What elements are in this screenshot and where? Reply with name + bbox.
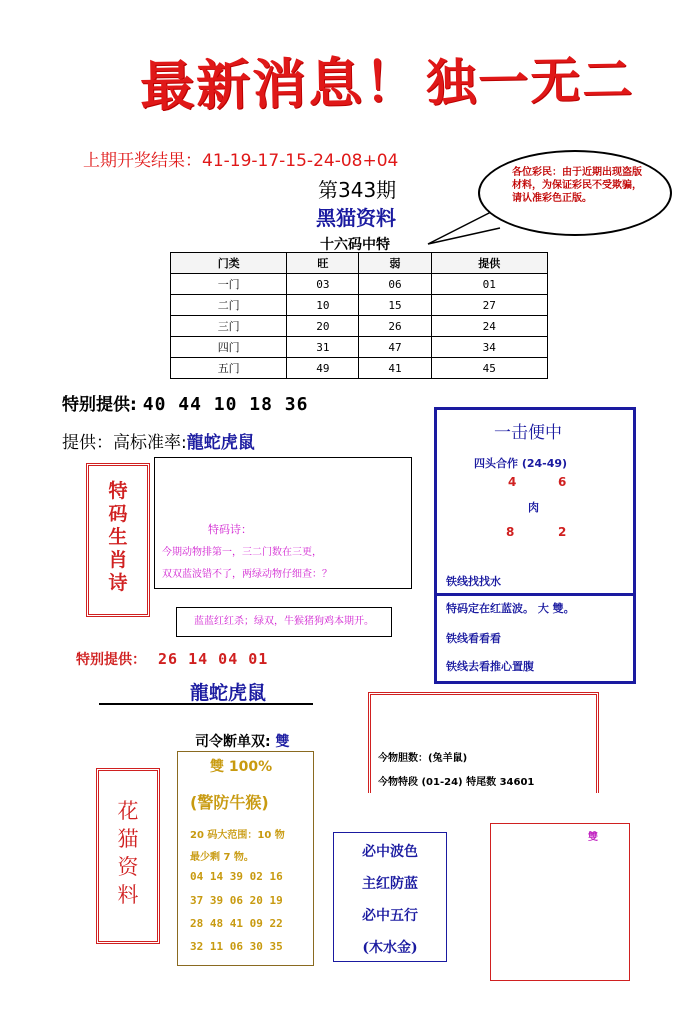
one-hit-line: 铁线看看看	[446, 632, 501, 645]
poem-label-box	[86, 463, 150, 617]
special-provide-numbers: 40 44 10 18 36	[142, 394, 309, 415]
one-hit-number: 6	[558, 475, 567, 489]
number-row: 28 48 41 09 22	[190, 917, 283, 930]
table-cell: 一门	[171, 274, 287, 295]
table-title: 十六码中特	[320, 237, 390, 253]
table-row	[171, 274, 548, 295]
vertical-char: 生	[108, 526, 128, 548]
table-cell: 03	[287, 274, 359, 295]
table-cell: 24	[431, 316, 547, 337]
special-provide	[62, 390, 308, 415]
table-cell: 31	[287, 337, 359, 358]
one-hit-line: 铁线去看推心置腹	[446, 660, 534, 673]
color-element-line: 必中五行	[362, 908, 418, 924]
color-note: 蓝蓝红红杀；绿双，牛猴猪狗鸡本期开。	[176, 607, 392, 637]
odd-even-label: 司令断单双:	[195, 734, 271, 750]
last-result-label: 上期开奖结果：	[83, 151, 202, 171]
table-cell: 45	[431, 358, 547, 379]
number-row: 37 39 06 20 19	[190, 894, 283, 907]
vertical-char: 码	[108, 503, 128, 525]
color-element-line: (木水金)	[362, 940, 418, 956]
prediction-line: 最少剩 7 物。	[190, 852, 254, 863]
table-cell: 三门	[171, 316, 287, 337]
vertical-char: 猫	[117, 827, 139, 851]
odd-even-call	[195, 731, 289, 751]
table-header: 旺	[287, 253, 359, 274]
vertical-char: 资	[117, 855, 139, 879]
vertical-char: 花	[117, 799, 139, 823]
table-cell: 06	[359, 274, 431, 295]
special-provide-2-numbers: 26 14 04 01	[158, 650, 269, 668]
table-row	[171, 337, 548, 358]
page-title	[139, 36, 634, 122]
table-row	[171, 316, 548, 337]
table-cell: 26	[359, 316, 431, 337]
sixteen-code-table	[170, 252, 548, 379]
one-hit-line: 铁线找找水	[446, 575, 501, 588]
table-row	[171, 295, 548, 316]
title-part-2: 独一无二	[425, 49, 635, 113]
odd-even-value: 雙	[275, 734, 290, 750]
one-hit-line: 特码定在红蓝波。 大 雙。	[446, 602, 575, 615]
table-cell: 47	[359, 337, 431, 358]
color-element-box	[333, 832, 447, 962]
zodiac-range-line: 今物特段 (01-24) 特尾数 34601	[378, 777, 535, 788]
table-cell: 20	[287, 316, 359, 337]
table-header: 弱	[359, 253, 431, 274]
table-cell: 四门	[171, 337, 287, 358]
prediction-line: (警防牛猴)	[190, 793, 269, 812]
prediction-line: 20 码大范围：10 物	[190, 830, 285, 841]
table-cell: 41	[359, 358, 431, 379]
accuracy-line	[62, 428, 255, 453]
table-cell: 27	[431, 295, 547, 316]
special-provide-label: 特别提供:	[62, 395, 137, 415]
poem-line: 双双蓝波错不了，两绿动物仔细查：？	[162, 569, 332, 580]
number-row: 04 14 39 02 16	[190, 870, 283, 883]
zodiac-range-line: 今物胆数：(兔羊鼠)	[378, 753, 468, 764]
huamao-label-box	[96, 768, 160, 944]
vertical-char: 肖	[108, 549, 128, 571]
table-header-row	[171, 253, 548, 274]
color-element-line: 必中波色	[362, 844, 418, 860]
one-hit-number: 4	[508, 475, 517, 489]
vertical-char: 料	[117, 883, 139, 907]
table-cell: 01	[431, 274, 547, 295]
vertical-char: 诗	[108, 572, 128, 594]
poem-line: 今期动物排第一，三二门数在三更，	[162, 547, 322, 558]
one-hit-title: 一击便中	[494, 423, 562, 443]
color-element-line: 主红防蓝	[362, 876, 418, 892]
accuracy-zodiac: 龍蛇虎鼠	[186, 433, 255, 453]
table-cell: 五门	[171, 358, 287, 379]
one-hit-number: 2	[558, 525, 567, 539]
table-cell: 10	[287, 295, 359, 316]
one-hit-mid: 肉	[528, 501, 539, 514]
poem-vertical-label	[89, 480, 147, 595]
issue-number: 第343期	[318, 178, 397, 202]
poem-title: 特码诗：	[208, 523, 252, 536]
table-cell: 二门	[171, 295, 287, 316]
divider-line	[99, 703, 313, 705]
one-hit-number: 8	[506, 525, 515, 539]
empty-red-box	[490, 823, 630, 981]
last-result	[83, 146, 398, 171]
prediction-line: 雙 100%	[210, 759, 273, 775]
table-cell: 49	[287, 358, 359, 379]
one-hit-divider	[437, 593, 633, 596]
table-row	[171, 358, 548, 379]
vertical-char: 特	[108, 480, 128, 502]
corner-marker: 雙	[588, 832, 598, 843]
last-result-value: 41-19-17-15-24-08+04	[202, 151, 399, 171]
zodiac-line: 龍蛇虎鼠	[190, 682, 267, 704]
table-header: 提供	[431, 253, 547, 274]
table-cell: 34	[431, 337, 547, 358]
huamao-vertical-label	[99, 797, 157, 909]
number-row: 32 11 06 30 35	[190, 940, 283, 953]
bubble-text: 各位彩民：由于近期出现盗版材料，为保证彩民不受欺骗，请认准彩色正版。	[512, 167, 642, 204]
special-provide-2	[76, 649, 268, 669]
one-hit-combo: 四头合作 (24-49)	[474, 457, 568, 470]
special-provide-2-label: 特别提供：	[76, 652, 146, 668]
accuracy-label: 提供：高标准率:	[62, 433, 187, 453]
title-part-1: 最新消息！	[139, 49, 421, 119]
table-cell: 15	[359, 295, 431, 316]
brand-name: 黑猫资料	[316, 206, 396, 230]
table-header: 门类	[171, 253, 287, 274]
